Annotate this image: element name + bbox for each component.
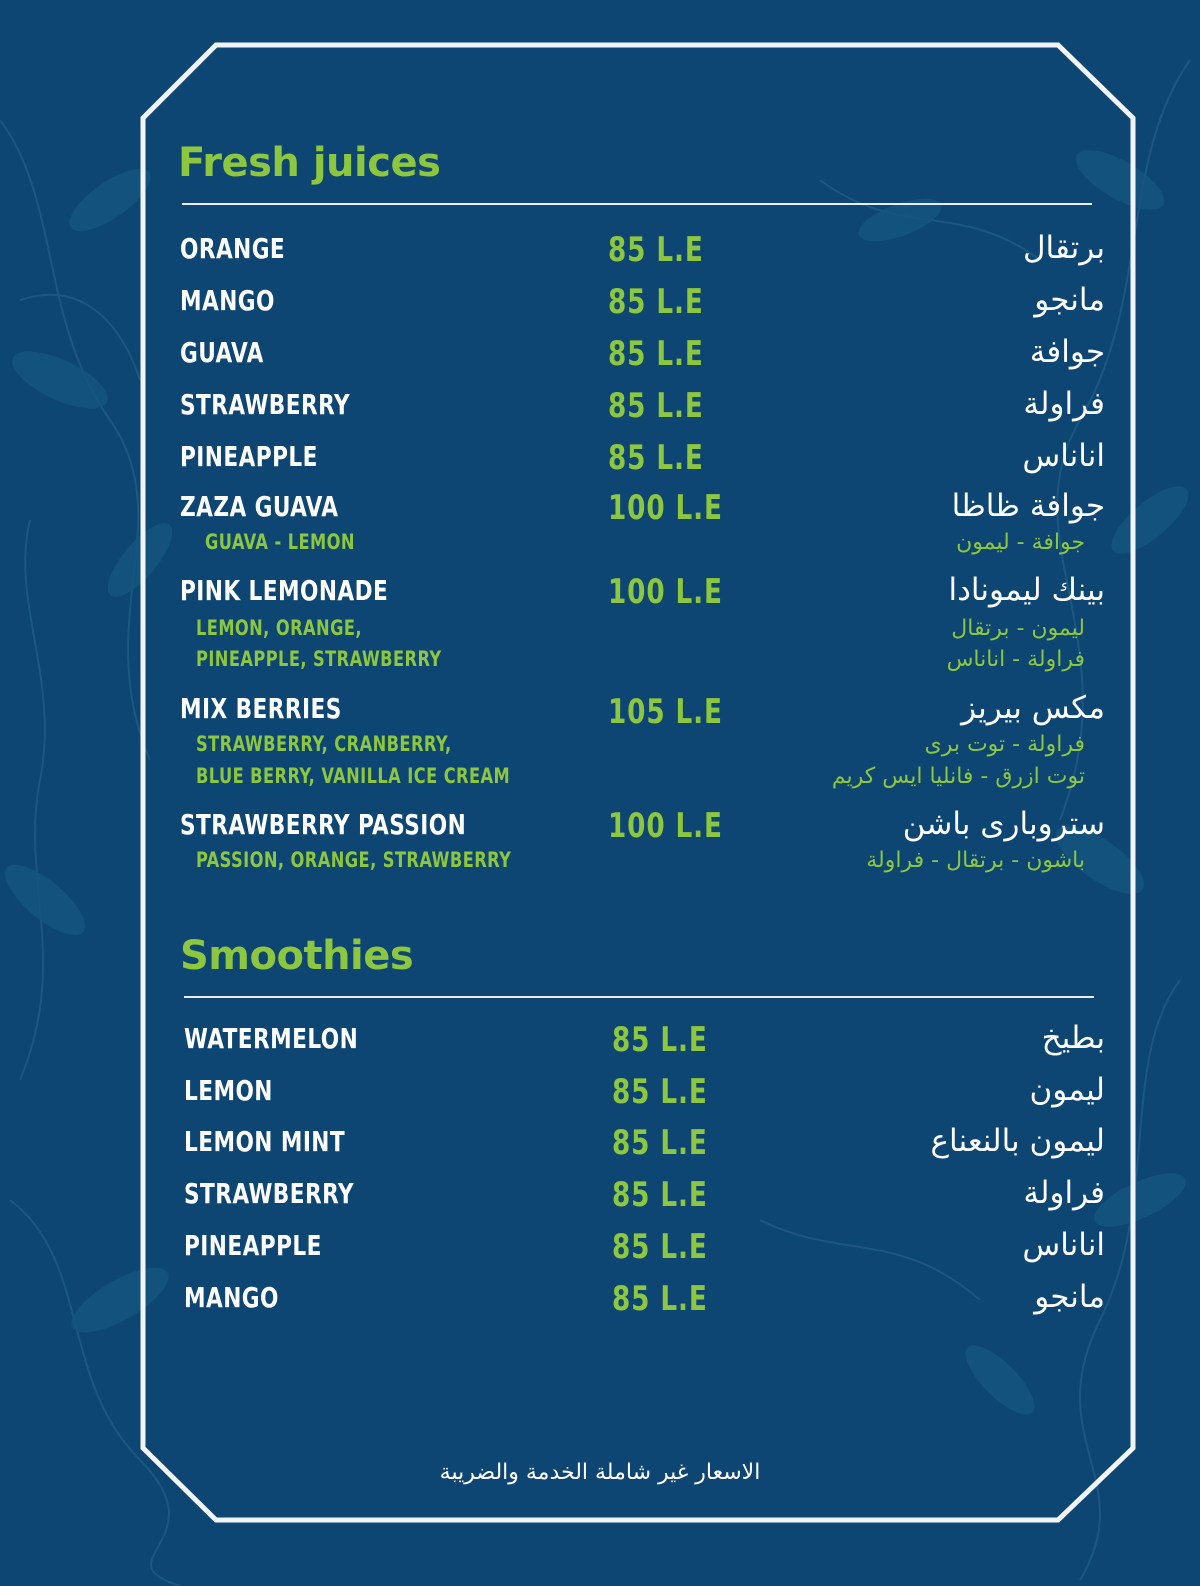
- item-arabic-name: ستروبارى باشن: [902, 806, 1105, 842]
- item-name: MANGO: [184, 1281, 279, 1314]
- item-name: LEMON MINT: [184, 1125, 346, 1158]
- menu-item: [180, 574, 1105, 674]
- item-name: ZAZA GUAVA: [180, 490, 339, 523]
- item-arabic-name: ليمون بالنعناع: [930, 1123, 1105, 1159]
- menu-item: [184, 1177, 1105, 1229]
- item-price: 85 L.E: [612, 1020, 708, 1060]
- item-price: 85 L.E: [612, 1072, 708, 1112]
- menu-item: [180, 284, 1105, 336]
- item-description: GUAVA - LEMON: [205, 530, 355, 554]
- item-price: 100 L.E: [608, 806, 723, 846]
- item-arabic-name: مانجو: [1034, 1279, 1105, 1315]
- item-name: PINEAPPLE: [184, 1229, 322, 1262]
- item-price: 100 L.E: [608, 488, 723, 528]
- item-arabic-name: برتقال: [1022, 230, 1105, 266]
- item-name: MIX BERRIES: [180, 692, 342, 725]
- item-description: PASSION, ORANGE, STRAWBERRY: [196, 848, 512, 872]
- item-arabic-name: فراولة: [1023, 386, 1105, 422]
- menu-item: [180, 490, 1105, 560]
- menu-item: [180, 692, 1105, 792]
- item-arabic-name: اناناس: [1022, 1227, 1105, 1263]
- menu-item: [180, 336, 1105, 388]
- item-name: STRAWBERRY: [180, 388, 351, 421]
- item-description-arabic: فراولة - توت برى: [924, 732, 1085, 757]
- item-name: PINEAPPLE: [180, 440, 318, 473]
- menu-item: [184, 1022, 1105, 1074]
- item-description: PINEAPPLE, STRAWBERRY: [196, 647, 442, 671]
- item-name: MANGO: [180, 284, 275, 317]
- item-description-arabic: توت ازرق - فانليا ايس كريم: [831, 764, 1085, 789]
- item-description: LEMON, ORANGE,: [196, 616, 362, 640]
- item-price: 105 L.E: [608, 692, 723, 732]
- menu-item: [180, 232, 1105, 284]
- menu-item: [184, 1281, 1105, 1333]
- item-arabic-name: بطيخ: [1041, 1020, 1105, 1056]
- item-description-arabic: باشون - برتقال - فراولة: [866, 848, 1085, 873]
- menu-item: [184, 1125, 1105, 1177]
- item-name: ORANGE: [180, 232, 286, 265]
- menu-item: [184, 1229, 1105, 1281]
- item-arabic-name: اناناس: [1022, 438, 1105, 474]
- item-name: PINK LEMONADE: [180, 574, 389, 607]
- item-arabic-name: فراولة: [1023, 1175, 1105, 1211]
- item-arabic-name: بينك ليمونادا: [948, 572, 1105, 608]
- item-arabic-name: جوافة ظاظا: [951, 488, 1105, 524]
- item-description: STRAWBERRY, CRANBERRY,: [196, 732, 452, 756]
- section-divider: [184, 996, 1094, 998]
- item-price: 85 L.E: [612, 1279, 708, 1319]
- item-price: 85 L.E: [608, 230, 704, 270]
- item-name: STRAWBERRY: [184, 1177, 355, 1210]
- item-arabic-name: ليمون: [1029, 1072, 1105, 1108]
- price-disclaimer: الاسعار غير شاملة الخدمة والضريبة: [439, 1460, 761, 1485]
- item-name: LEMON: [184, 1074, 273, 1107]
- item-name: GUAVA: [180, 336, 264, 369]
- item-price: 85 L.E: [608, 334, 704, 374]
- item-price: 100 L.E: [608, 572, 723, 612]
- item-description: BLUE BERRY, VANILLA ICE CREAM: [196, 764, 511, 788]
- item-arabic-name: مكس بيريز: [961, 690, 1105, 726]
- item-price: 85 L.E: [612, 1227, 708, 1267]
- item-arabic-name: جوافة: [1029, 334, 1105, 370]
- section-divider: [182, 203, 1092, 205]
- item-arabic-name: مانجو: [1034, 282, 1105, 318]
- menu-item: [180, 808, 1105, 878]
- item-name: STRAWBERRY PASSION: [180, 808, 467, 841]
- item-price: 85 L.E: [612, 1175, 708, 1215]
- menu-item: [184, 1074, 1105, 1126]
- menu-item: [180, 388, 1105, 440]
- section-title-fresh-juices: Fresh juices: [178, 140, 441, 186]
- item-description-arabic: فراولة - اناناس: [946, 647, 1085, 672]
- item-price: 85 L.E: [608, 386, 704, 426]
- item-description-arabic: ليمون - برتقال: [951, 616, 1085, 641]
- item-price: 85 L.E: [608, 438, 704, 478]
- item-price: 85 L.E: [612, 1123, 708, 1163]
- item-price: 85 L.E: [608, 282, 704, 322]
- menu-item: [180, 440, 1105, 492]
- section-title-smoothies: Smoothies: [180, 933, 414, 979]
- item-description-arabic: جوافة - ليمون: [956, 530, 1085, 555]
- item-name: WATERMELON: [184, 1022, 359, 1055]
